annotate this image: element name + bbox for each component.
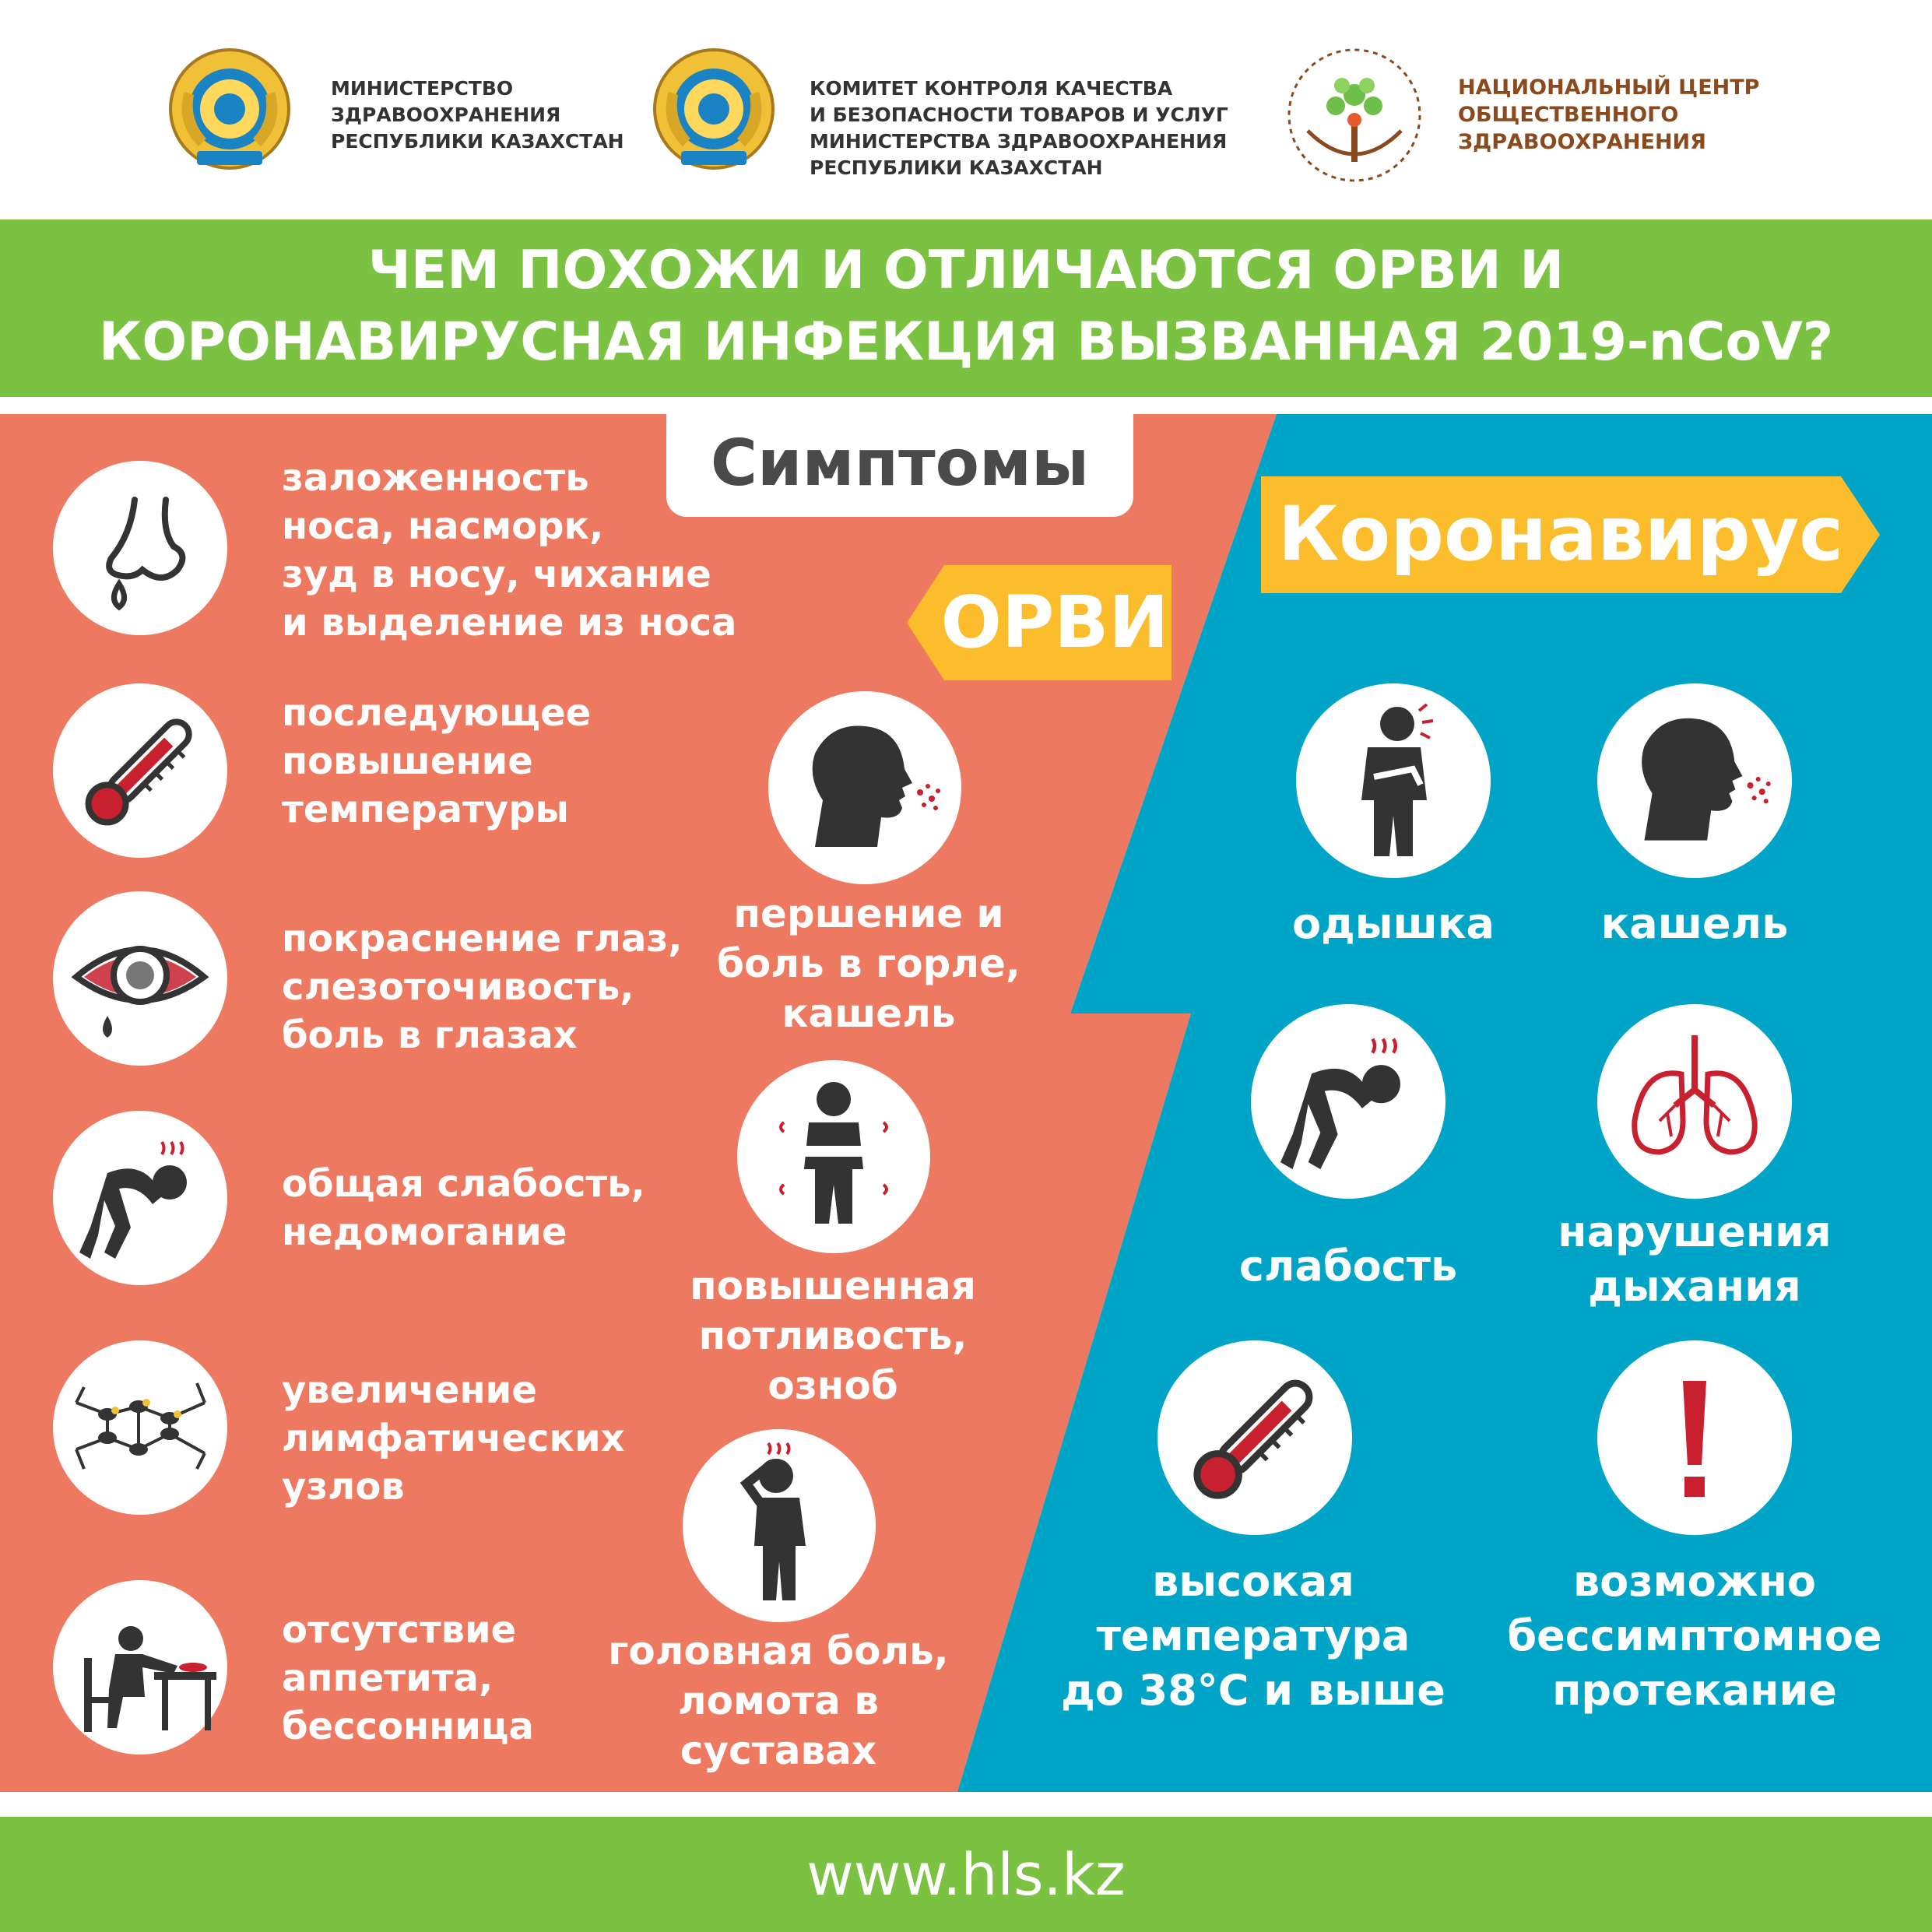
headache-icon-circle xyxy=(683,1429,876,1622)
lymph-nodes-icon-circle xyxy=(53,1340,227,1515)
kazakhstan-emblem-1 xyxy=(167,45,292,177)
coronavirus-label: Коронавирус xyxy=(1277,490,1844,578)
shortness-of-breath-icon-circle xyxy=(1296,683,1491,878)
symptoms-label: Симптомы xyxy=(710,427,1090,501)
website-link[interactable]: www.hls.kz xyxy=(806,1842,1126,1909)
chills-icon-circle xyxy=(737,1060,930,1253)
committee-name: КОМИТЕТ КОНТРОЛЯ КАЧЕСТВА И БЕЗОПАСНОСТИ ТОВАРОВ И УСЛУГ МИНИСТЕРСТВА ЗДРАВООХРАНЕНИЯ РЕСПУБЛИКИ КАЗАХСТАН xyxy=(810,77,1228,179)
cough-icon-circle xyxy=(768,691,961,884)
corona-item-1-text: одышка xyxy=(1292,899,1495,948)
orvi-item-5-text: увеличение лимфатических узлов xyxy=(282,1368,625,1509)
exclamation-icon-circle xyxy=(1597,1340,1792,1535)
weak-person-icon xyxy=(53,1111,227,1285)
orvi-item-1-text: заложенность носа, насморк, зуд в носу, чихание и выделение из носа xyxy=(282,456,737,645)
cough-icon xyxy=(1597,683,1792,878)
orvi-center-3-text: головная боль, ломота в суставах xyxy=(608,1628,949,1773)
thermometer-icon xyxy=(53,683,227,858)
thermometer-icon-2-circle xyxy=(1157,1340,1352,1535)
red-eye-icon-circle xyxy=(53,891,227,1066)
exclamation-icon xyxy=(1597,1340,1792,1535)
corona-item-3-text: слабость xyxy=(1238,1242,1458,1291)
corona-item-2-text: кашель xyxy=(1600,899,1789,948)
public-health-center-name: НАЦИОНАЛЬНЫЙ ЦЕНТР ОБЩЕСТВЕННОГО ЗДРАВООХРАНЕНИЯ xyxy=(1458,76,1760,154)
orvi-item-6-text: отсутствие аппетита, бессонница xyxy=(282,1608,534,1748)
page-title: ЧЕМ ПОХОЖИ И ОТЛИЧАЮТСЯ ОРВИ И КОРОНАВИРУСНАЯ ИНФЕКЦИЯ ВЫЗВАННАЯ 2019-nCoV? xyxy=(98,240,1834,373)
lymph-nodes-icon xyxy=(53,1340,227,1515)
public-health-center-logo xyxy=(1284,45,1424,185)
cough-icon-2-circle xyxy=(1597,683,1792,878)
weak-person-icon xyxy=(1251,1004,1445,1199)
lungs-icon-circle xyxy=(1597,1004,1792,1199)
no-appetite-icon xyxy=(53,1580,227,1755)
corona-item-5-text: высокая температура до 38°С и выше xyxy=(1061,1557,1445,1715)
ministry-name: МИНИСТЕРСТВО ЗДРАВООХРАНЕНИЯ РЕСПУБЛИКИ КАЗАХСТАН xyxy=(331,77,624,153)
lungs-icon xyxy=(1597,1004,1792,1199)
orvi-item-4-text: общая слабость, недомогание xyxy=(282,1162,645,1254)
weak-person-icon-2-circle xyxy=(1251,1004,1445,1199)
thermometer-icon xyxy=(1157,1340,1352,1535)
orvi-center-2-text: повышенная потливость, озноб xyxy=(690,1263,976,1408)
corona-item-4-text: нарушения дыхания xyxy=(1558,1207,1832,1311)
shortness-of-breath-icon xyxy=(1296,683,1491,878)
nose-icon-circle xyxy=(53,461,227,635)
footer xyxy=(0,1817,1932,1932)
orvi-item-3-text: покраснение глаз, слезоточивость, боль в глазах xyxy=(282,917,683,1057)
orvi-item-2-text: последующее повышение температуры xyxy=(282,691,592,831)
no-appetite-icon-circle xyxy=(53,1580,227,1755)
corona-item-6-text: возможно бессимптомное протекание xyxy=(1507,1557,1882,1715)
chills-icon xyxy=(737,1060,930,1253)
kazakhstan-emblem-2 xyxy=(652,45,776,177)
orvi-center-1-text: першение и боль в горле, кашель xyxy=(717,891,1020,1036)
cough-icon xyxy=(768,691,961,884)
header xyxy=(0,0,1932,220)
nose-icon xyxy=(53,461,227,635)
thermometer-icon-circle xyxy=(53,683,227,858)
headache-icon xyxy=(683,1429,876,1622)
red-eye-icon xyxy=(53,891,227,1066)
weak-person-icon-circle xyxy=(53,1111,227,1285)
title-banner xyxy=(0,220,1932,397)
orvi-label: ОРВИ xyxy=(940,581,1169,664)
